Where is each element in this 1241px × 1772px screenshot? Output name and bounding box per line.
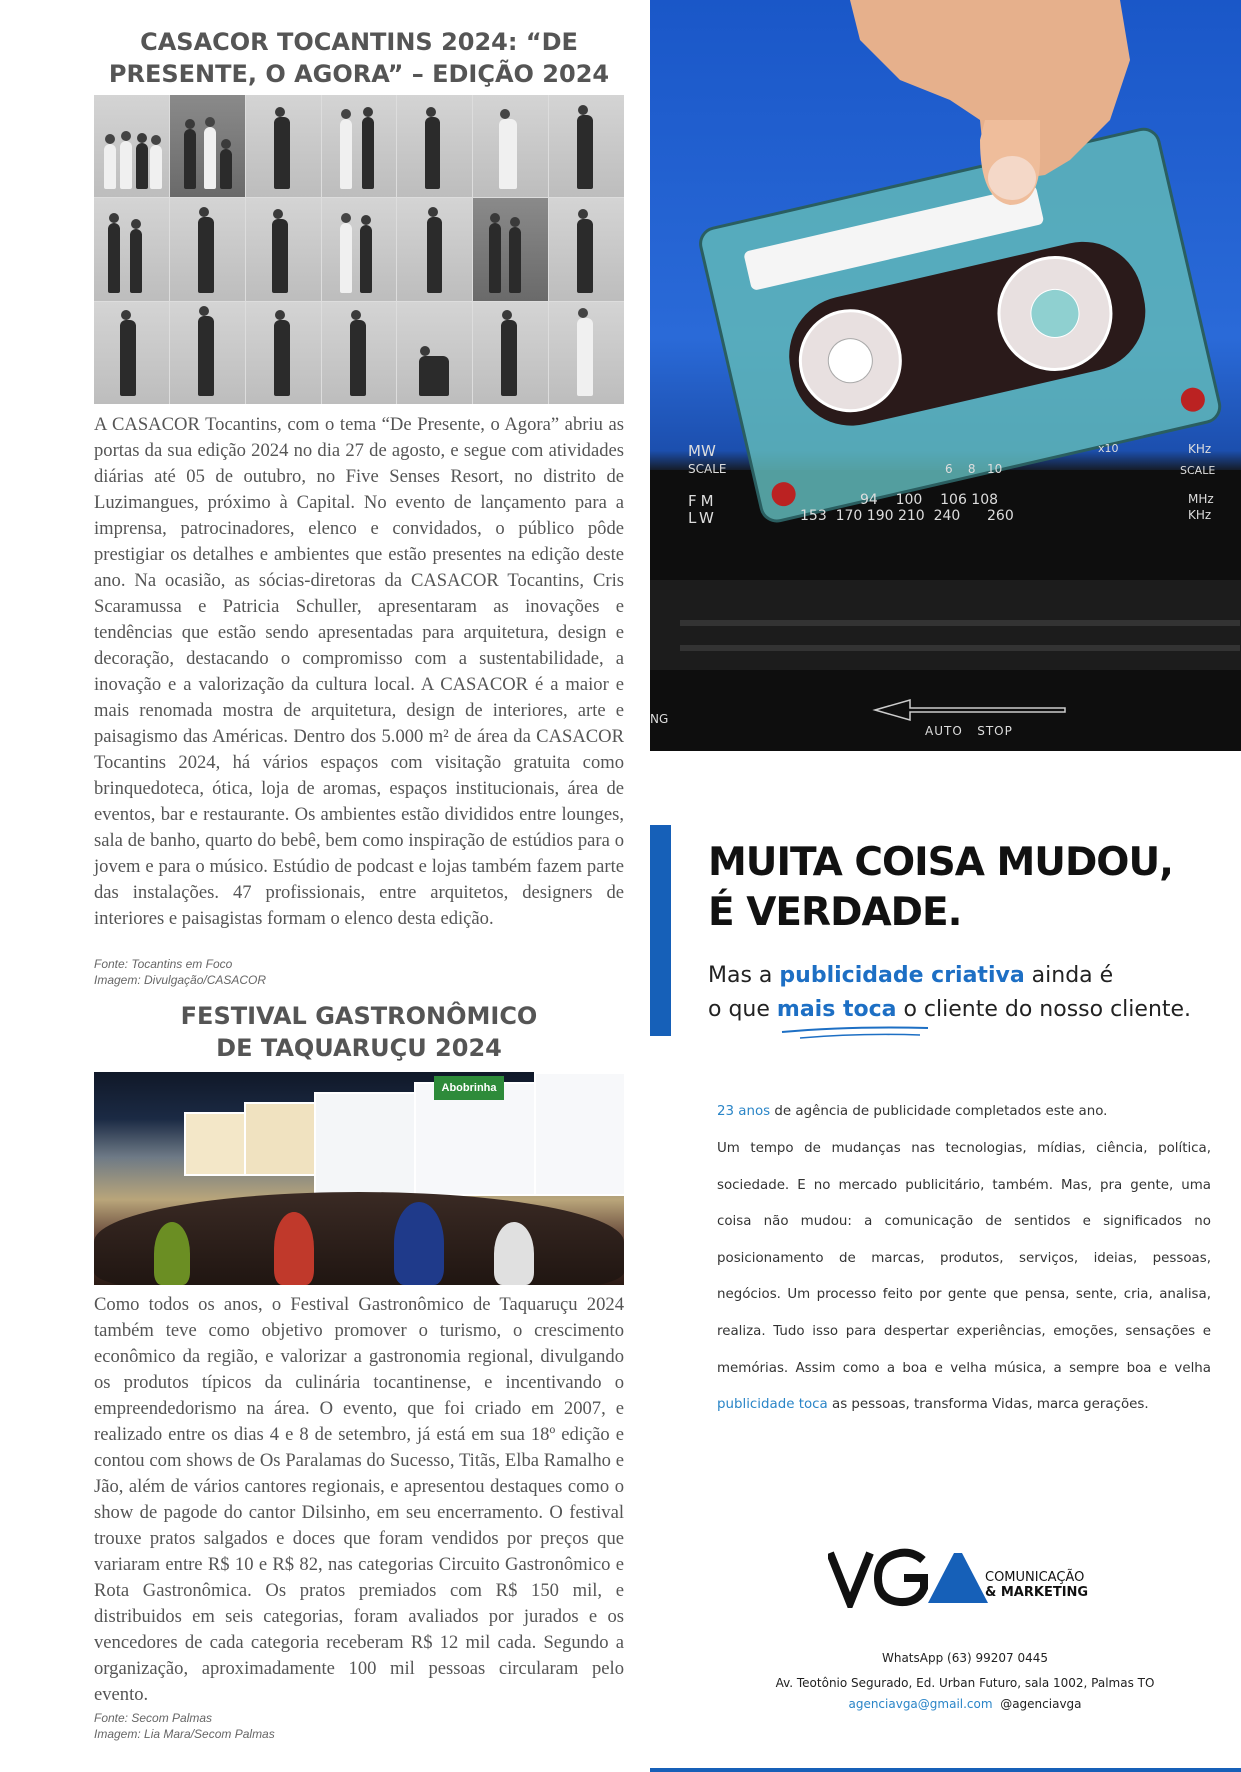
ad-sub-highlight: mais toca: [776, 997, 897, 1022]
radio-mw: MW: [688, 442, 716, 460]
address: Av. Teotônio Segurado, Ed. Urban Futuro, sala 1002, Palmas TO: [775, 1676, 1155, 1690]
ad-subheadline: [708, 959, 1228, 1027]
radio-line: [680, 645, 1240, 651]
festival-banner: Abobrinha: [434, 1076, 504, 1100]
radio-khz-bottom: KHz: [1188, 508, 1212, 522]
ad-body-text: as pessoas, transforma Vidas, marca gerações.: [827, 1397, 1149, 1413]
radio-x10: x10: [1098, 442, 1119, 455]
radio-fm: FM: [688, 492, 718, 510]
radio-line: [680, 620, 1240, 626]
portrait-photo: [473, 302, 548, 404]
radio-scale-right: SCALE: [1180, 464, 1216, 477]
portrait-photo: [246, 302, 321, 404]
radio-khz-top: KHz: [1188, 442, 1212, 456]
portrait-photo: [322, 95, 397, 197]
radio-lw-values: 153 170 190 210 240 260: [800, 508, 1014, 524]
person: [394, 1202, 444, 1285]
portrait-photo: [397, 95, 472, 197]
casacor-title-line1: CASACOR TOCANTINS 2024: “DE: [140, 28, 578, 56]
tent: [184, 1112, 248, 1176]
ad-sub-text: ainda é: [1024, 963, 1114, 988]
radio-auto-stop: AUTO STOP: [925, 724, 1013, 738]
portrait-photo: [170, 302, 245, 404]
radio-scale-numbers: 6 8 10: [945, 462, 1003, 476]
portrait-photo: [246, 198, 321, 300]
ad-body-highlight: 23 anos: [717, 1104, 771, 1119]
portrait-photo: [549, 302, 624, 404]
person: [494, 1222, 534, 1285]
casacor-title: [94, 26, 624, 90]
portrait-photo: [94, 198, 169, 300]
ad-sub-text: Mas a: [708, 963, 780, 988]
person: [154, 1222, 190, 1285]
portrait-photo: [170, 198, 245, 300]
ad-body-text: Um tempo de mudanças nas tecnologias, mídias, ciência, política, sociedade. E no mercado publicitário, também. Mas, pra gente, uma coisa não mudou: a comunicação de sentidos e significados no posicionamento de marcas, produtos, serviços, ideias, pessoas, negócios. Um processo feito por gente que pensa, sente, cria, analisa, realiza. Tudo isso para despertar experiências, emoções, sensações e memórias. Assim como a boa e velha música, a sempre boa e velha: [717, 1141, 1211, 1376]
portrait-photo: [397, 198, 472, 300]
tent: [244, 1102, 318, 1176]
radio-ng: NG: [650, 712, 669, 726]
casacor-image-credit: Imagem: Divulgação/CASACOR: [94, 973, 267, 987]
ad-body-intro: [717, 1094, 1211, 1131]
social-handle[interactable]: @agenciavga: [1000, 1697, 1082, 1711]
contact-line: [700, 1697, 1230, 1711]
cassette-photo: [650, 0, 1241, 751]
portrait-photo: [170, 95, 245, 197]
ad-sub-highlight: publicidade criativa: [779, 963, 1025, 988]
casacor-source: [94, 956, 494, 988]
ad-headline-line2: É VERDADE.: [708, 890, 962, 935]
festival-source-line: Fonte: Secom Palmas: [94, 1711, 213, 1725]
accent-bar: [650, 825, 671, 1036]
portrait-photo: [549, 198, 624, 300]
festival-article-text: Como todos os anos, o Festival Gastronômico de Taquaruçu 2024 também teve como objetivo promover o turismo, o crescimento econômico da região, e valorizar a gastronomia regional, divulgando os produtos típicos da culinária tocantinense, e incentivando o empreendedorismo na área. O evento, que foi criado em 2007, e realizado entre os dias 4 e 8 de setembro, já está em sua 18º edição e contou com shows de Os Paralamas do Sucesso, Titãs, Elba Ramalho e Jão, além de vários cantores regionais, e apresentou destaques como o show de pagode do cantor Dilsinho, em seu encerramento. O festival trouxe pratos salgados e doces que foram vendidos por preços que variaram entre R$ 10 e R$ 82, nas categorias Circuito Gastronômico e Rota Gastronômica. Os pratos premiados com R$ 150 mil, e distribuidos em seis categorias, foram avaliados por jurados e os vencedores de cada categoria receberam R$ 12 mil cada. Segundo a organização, aproximadamente 100 mil pessoas circularam pelo evento.: [94, 1294, 624, 1705]
casacor-photo-grid: [94, 95, 624, 404]
vga-tagline-line1: COMUNICAÇÃO: [985, 1570, 1085, 1585]
radio-lw: LW: [688, 509, 718, 527]
festival-title: [94, 1000, 624, 1064]
email-link[interactable]: agenciavga@gmail.com: [848, 1697, 993, 1711]
radio-scale-left: SCALE: [688, 462, 727, 476]
whatsapp-contact[interactable]: WhatsApp (63) 99207 0445: [881, 1651, 1048, 1665]
portrait-photo: [94, 95, 169, 197]
portrait-photo: [322, 198, 397, 300]
tent: [534, 1072, 624, 1196]
radio-mhz: MHz: [1188, 492, 1214, 506]
ad-headline: [708, 838, 1228, 938]
portrait-photo: [473, 198, 548, 300]
ad-body-text: de agência de publicidade completados este ano.: [770, 1104, 1108, 1119]
portrait-photo: [322, 302, 397, 404]
ad-body-text-block: [717, 1131, 1211, 1424]
person: [274, 1212, 314, 1285]
festival-photo: [94, 1072, 624, 1285]
portrait-photo: [549, 95, 624, 197]
ad-headline-line1: MUITA COISA MUDOU,: [708, 840, 1173, 885]
portrait-photo: [94, 302, 169, 404]
portrait-photo: [397, 302, 472, 404]
festival-image-credit: Imagem: Lia Mara/Secom Palmas: [94, 1727, 275, 1741]
thumbnail: [988, 156, 1036, 200]
vga-logo-mark: [828, 1548, 998, 1608]
ad-sub-text: o que: [708, 997, 777, 1022]
festival-title-line2: DE TAQUARUÇU 2024: [216, 1034, 502, 1062]
cassette-illustration: [650, 0, 1241, 751]
bottom-rule: [650, 1768, 1241, 1772]
ad-sub-text: o cliente do nosso cliente.: [896, 997, 1192, 1022]
festival-title-line1: FESTIVAL GASTRONÔMICO: [180, 1002, 538, 1030]
portrait-photo: [473, 95, 548, 197]
ad-sub-line1: [708, 959, 1228, 993]
vga-tagline-line2: & MARKETING: [985, 1585, 1089, 1600]
casacor-source-line: Fonte: Tocantins em Foco: [94, 957, 233, 971]
ad-body-highlight: publicidade toca: [717, 1397, 828, 1413]
vga-tagline: [985, 1570, 1088, 1600]
festival-source: [94, 1710, 494, 1742]
casacor-title-line2: PRESENTE, O AGORA” – EDIÇÃO 2024: [108, 60, 610, 88]
casacor-article-text: A CASACOR Tocantins, com o tema “De Presente, o Agora” abriu as portas da sua edição 2024 no dia 27 de agosto, e segue com atividades diárias até 05 de outubro, no Five Senses Resort, no distrito de Luzimangues, próximo à Capital. No evento de lançamento para a imprensa, patrocinadores, elenco e convidados, o público pôde prestigiar os detalhes e ambientes que estão presentes na edição deste ano. Na ocasião, as sócias-diretoras da CASACOR Tocantins, Cris Scaramussa e Patricia Schuller, apresentaram as inovações e tendências que estão sendo apresentadas para arquitetura, design e decoração, destacando o compromisso com a sustentabilidade, a inovação e a valorização da cultura local. A CASACOR é a maior e mais renomada mostra de arquitetura, design de interiores, arte e paisagismo das Américas. Dentro dos 5.000 m² de área da CASACOR Tocantins 2024, há vários espaços com visitação gratuita como brinquedoteca, ótica, loja de aromas, espaços institucionais, área de eventos, bar e restaurante. Os ambientes estão divididos entre lounges, sala de banho, quarto do bebê, bem como inspiração de estúdios para o jovem e para o músico. Estúdio de podcast e lojas também fazem parte das instalações. 47 profissionais, entre arquitetos, designers de interiores e paisagistas formam o elenco desta edição.: [94, 414, 624, 929]
vga-logo: [828, 1548, 998, 1608]
underline-swoosh: [780, 1022, 930, 1042]
radio-fm-values: 94 100 106 108: [860, 492, 999, 508]
portrait-photo: [246, 95, 321, 197]
tent: [314, 1092, 418, 1196]
